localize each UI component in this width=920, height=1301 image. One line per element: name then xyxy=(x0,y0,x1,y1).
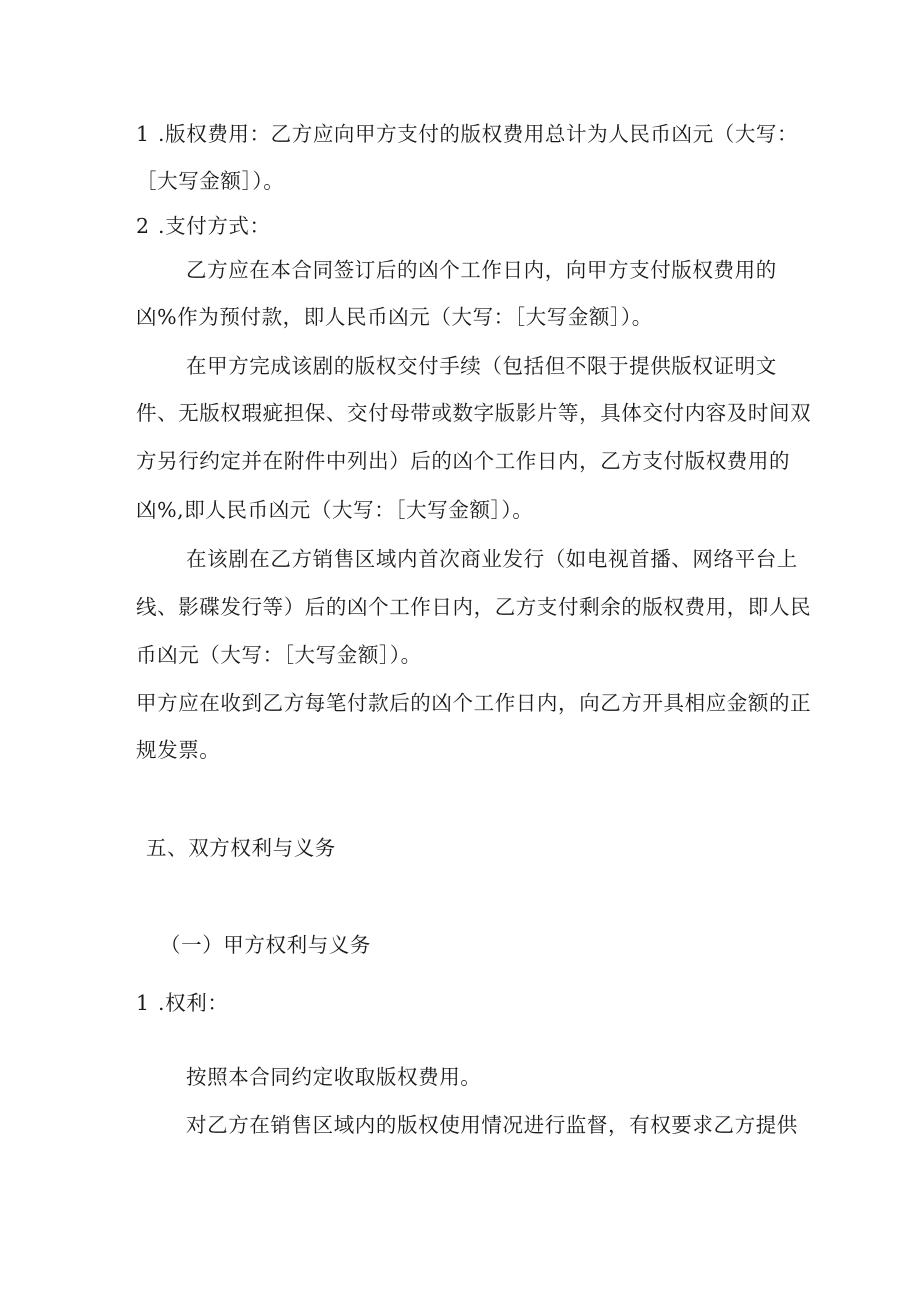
item1-text: .版权费用：乙方应向甲方支付的版权费用总计为人民币凶元（大写： xyxy=(158,122,799,146)
paragraph-4-line-1: 甲方应在收到乙方每笔付款后的凶个工作日内，向乙方开具相应金额的正 xyxy=(136,691,812,715)
item1-line1 xyxy=(136,122,798,146)
paragraph-3-line-3: 币凶元（大写：［大写金额］）。 xyxy=(136,643,422,667)
paragraph-4-line-2: 规发票。 xyxy=(136,738,221,762)
item2-heading xyxy=(136,214,271,238)
rights-heading xyxy=(136,991,228,1015)
rights-label: .权利： xyxy=(158,991,229,1015)
paragraph-2-line-1: 在甲方完成该剧的版权交付手续（包括但不限于提供版权证明文 xyxy=(186,354,777,378)
rights-item-1: 按照本合同约定收取版权费用。 xyxy=(186,1065,482,1089)
paragraph-3-line-1: 在该剧在乙方销售区域内首次商业发行（如电视首播、网络平台上 xyxy=(186,547,798,571)
subsection-1-heading: （一）甲方权利与义务 xyxy=(160,933,371,957)
item2-label: .支付方式： xyxy=(158,214,271,238)
rights-number: 1 xyxy=(136,991,150,1015)
item2-number: 2 xyxy=(136,214,150,238)
paragraph-1-line-2: 凶%作为预付款，即人民币凶元（大写：［大写金额］）。 xyxy=(136,305,653,329)
paragraph-1-line-1: 乙方应在本合同签订后的凶个工作日内，向甲方支付版权费用的 xyxy=(186,258,777,282)
section-5-heading: 五、双方权利与义务 xyxy=(146,836,336,860)
item1-number: 1 xyxy=(136,122,150,146)
paragraph-2-line-3: 方另行约定并在附件中列出）后的凶个工作日内，乙方支付版权费用的 xyxy=(136,449,791,473)
item1-line2: ［大写金额］）。 xyxy=(136,169,285,193)
paragraph-3-line-2: 线、影碟发行等）后的凶个工作日内，乙方支付剩余的版权费用，即人民 xyxy=(136,595,812,619)
paragraph-2-line-2: 件、无版权瑕疵担保、交付母带或数字版影片等，具体交付内容及时间双 xyxy=(136,401,812,425)
rights-item-2: 对乙方在销售区域内的版权使用情况进行监督，有权要求乙方提供 xyxy=(186,1113,798,1137)
paragraph-2-line-4: 凶%,即人民币凶元（大写：［大写金额］）。 xyxy=(136,498,534,522)
